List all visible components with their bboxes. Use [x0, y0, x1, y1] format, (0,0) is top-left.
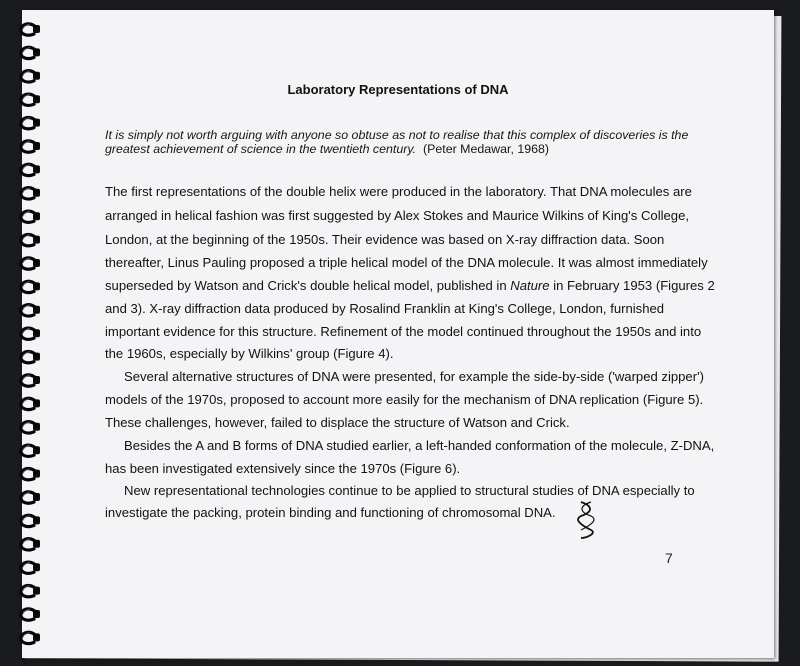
body-line: Besides the A and B forms of DNA studied earlier, a left-handed conformation of the molecule, Z-DNA, — [124, 438, 715, 453]
binding-coil — [21, 351, 40, 362]
binding-coil — [21, 492, 40, 503]
binding-coil — [21, 141, 40, 152]
body-line: The first representations of the double helix were produced in the laboratory. That DNA molecules are — [105, 184, 692, 199]
binding-coil — [21, 609, 40, 620]
page-number: 7 — [665, 550, 673, 566]
body-text: in February 1953 (Figures 2 — [549, 278, 715, 293]
body-line: London, at the beginning of the 1950s. Their evidence was based on X-ray diffraction data. Soon — [105, 232, 665, 247]
body-line: has been investigated extensively since the 1970s (Figure 6). — [105, 461, 461, 476]
binding-coil — [21, 47, 40, 58]
binding-coil — [21, 422, 40, 433]
binding-coil — [21, 585, 40, 596]
binding-coil — [21, 398, 40, 409]
binding-coil — [21, 375, 40, 386]
binding-coil — [21, 539, 40, 550]
spiral-binding-icon — [0, 0, 60, 666]
binding-coil — [21, 24, 40, 35]
binding-coil — [21, 305, 40, 316]
binding-coil — [21, 328, 40, 339]
journal-name: Nature — [510, 278, 550, 293]
body-line: investigate the packing, protein binding and functioning of chromosomal DNA. — [105, 505, 556, 520]
binding-coil — [21, 164, 40, 175]
body-line: the 1960s, especially by Wilkins' group (Figure 4). — [105, 346, 394, 361]
binding-coil — [21, 562, 40, 573]
body-line: arranged in helical fashion was first suggested by Alex Stokes and Maurice Wilkins of King's College, — [105, 208, 690, 223]
body-line: thereafter, Linus Pauling proposed a triple helical model of the DNA molecule. It was almost immediately — [105, 255, 708, 270]
quote-attribution: (Peter Medawar, 1968) — [422, 142, 550, 156]
double-helix-icon — [575, 500, 599, 540]
binding-coil — [21, 234, 40, 245]
body-line: Several alternative structures of DNA were presented, for example the side-by-side ('warped zipper') — [124, 369, 704, 384]
binding-coil — [21, 515, 40, 526]
body-text: superseded by Watson and Crick's double helical model, published in — [105, 278, 511, 293]
quote-line-1: It is simply not worth arguing with anyone so obtuse as not to realise that this complex of discoveries is the — [105, 128, 689, 142]
body-line: These challenges, however, failed to displace the structure of Watson and Crick. — [105, 415, 570, 430]
binding-coil — [21, 632, 40, 643]
body-line: important evidence for this structure. Refinement of the model continued throughout the 1950s and into — [105, 324, 702, 339]
binding-coil — [21, 117, 40, 128]
binding-coil — [21, 468, 40, 479]
binding-coil — [21, 71, 40, 82]
binding-coil — [21, 258, 40, 269]
quote-line-2: greatest achievement of science in the twentieth century. — [105, 142, 417, 156]
binding-coil — [21, 188, 40, 199]
body-line — [105, 278, 715, 294]
binding-coil — [21, 211, 40, 222]
binding-coil — [21, 281, 40, 292]
body-line: models of the 1970s, proposed to account more easily for the mechanism of DNA replication (Figure 5). — [105, 392, 704, 407]
binding-coil — [21, 445, 40, 456]
body-line: New representational technologies continue to be applied to structural studies of DNA especially to — [124, 483, 695, 498]
page-title: Laboratory Representations of DNA — [287, 82, 509, 97]
epigraph-quote — [105, 128, 705, 156]
body-line: and 3). X-ray diffraction data produced by Rosalind Franklin at King's College, London, furnished — [105, 301, 665, 316]
